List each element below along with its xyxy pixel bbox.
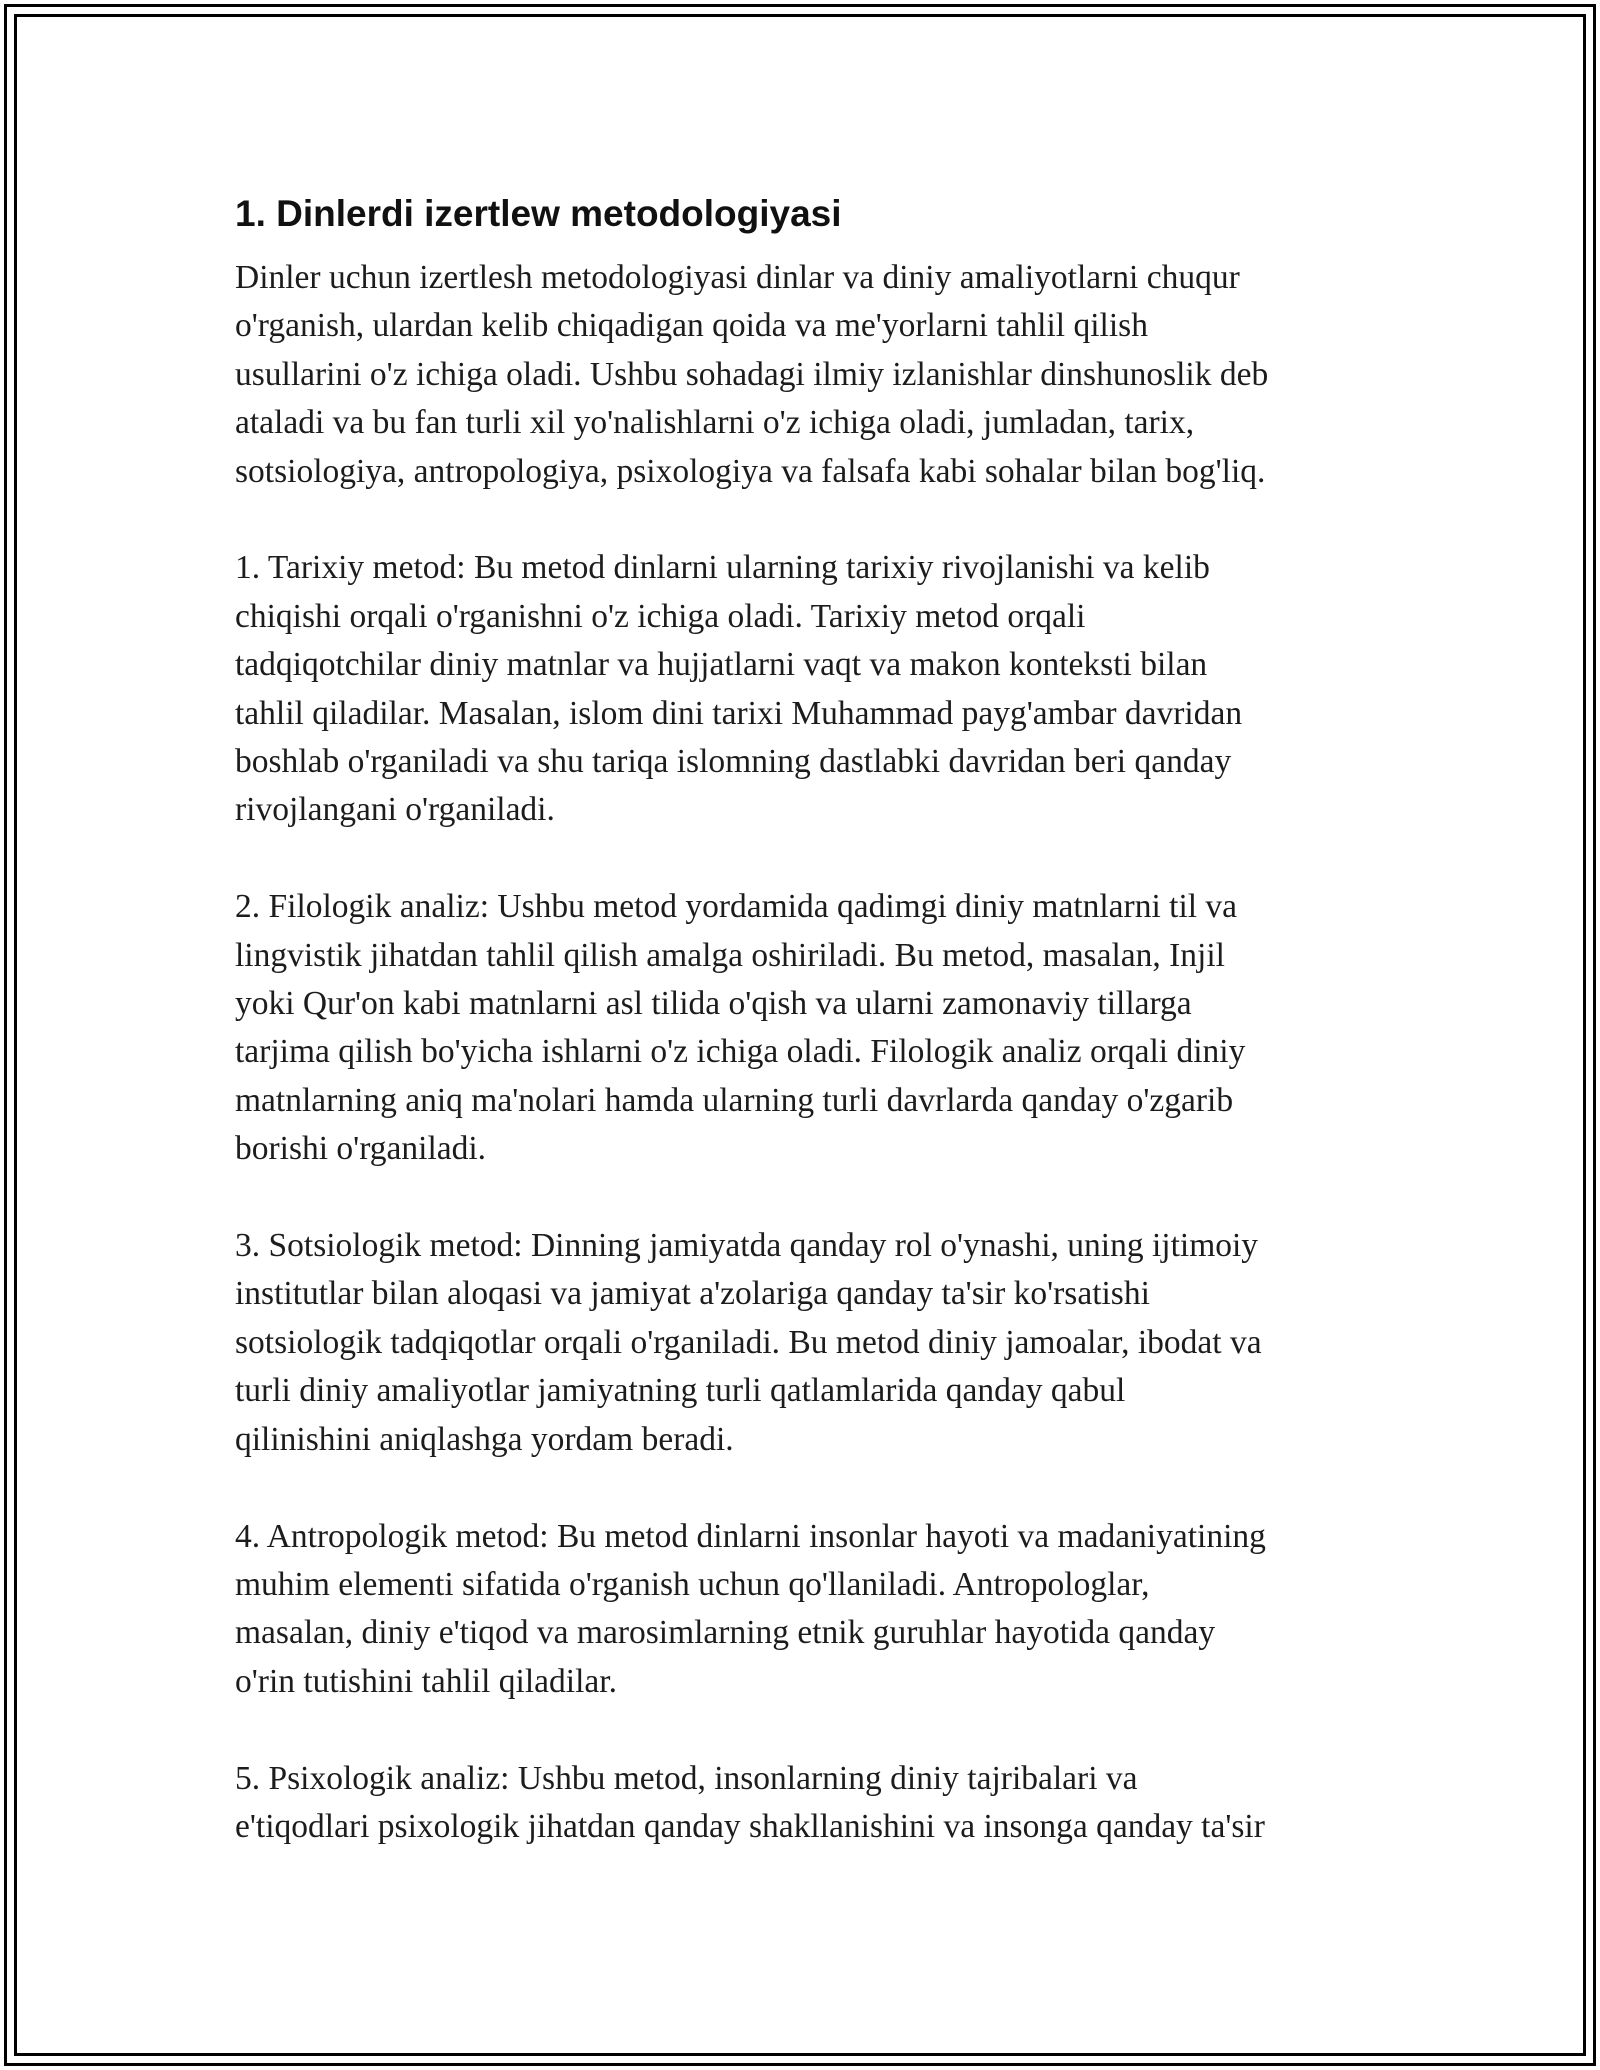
text-line: institutlar bilan aloqasi va jamiyat a'zolariga qanday ta'sir ko'rsatishi xyxy=(235,1275,1150,1313)
text-line: tarjima qilish bo'yicha ishlarni o'z ichiga oladi. Filologik analiz orqali diniy xyxy=(235,1033,1246,1071)
text-line: 4. Antropologik metod: Bu metod dinlarni insonlar hayoti va madaniyatining xyxy=(235,1517,1266,1555)
text-line: sotsiologiya, antropologiya, psixologiya va falsafa kabi sohalar bilan bog'liq. xyxy=(235,452,1266,490)
text-line: usullarini o'z ichiga oladi. Ushbu sohadagi ilmiy izlanishlar dinshunoslik deb xyxy=(235,355,1269,393)
text-line: tahlil qiladilar. Masalan, islom dini tarixi Muhammad payg'ambar davridan xyxy=(235,694,1243,732)
text-line: o'rganish, ulardan kelib chiqadigan qoida va me'yorlarni tahlil qilish xyxy=(235,307,1148,345)
text-line: lingvistik jihatdan tahlil qilish amalga oshiriladi. Bu metod, masalan, Injil xyxy=(235,936,1225,974)
text-line: yoki Qur'on kabi matnlarni asl tilida o'qish va ularni zamonaviy tillarga xyxy=(235,985,1192,1023)
text-line: chiqishi orqali o'rganishni o'z ichiga oladi. Tarixiy metod orqali xyxy=(235,597,1086,635)
text-line: 2. Filologik analiz: Ushbu metod yordamida qadimgi diniy matnlarni til va xyxy=(235,888,1238,926)
text-line: e'tiqodlari psixologik jihatdan qanday shakllanishini va insonga qanday ta'sir xyxy=(235,1807,1265,1845)
text-line: Dinler uchun izertlesh metodologiyasi dinlar va diniy amaliyotlarni chuqur xyxy=(235,259,1240,296)
text-line: muhim elementi sifatida o'rganish uchun qo'llaniladi. Antropologlar, xyxy=(235,1565,1150,1603)
text-line: rivojlangani o'rganiladi. xyxy=(235,791,555,829)
paragraph-historical-method xyxy=(235,544,1375,834)
text-line: borishi o'rganiladi. xyxy=(235,1130,487,1168)
paragraph-anthropological-method xyxy=(235,1513,1375,1707)
section-heading: 1. Dinlerdi izertlew metodologiyasi xyxy=(235,193,842,234)
text-line: o'rin tutishini tahlil qiladilar. xyxy=(235,1662,617,1700)
text-line: 3. Sotsiologik metod: Dinning jamiyatda qanday rol o'ynashi, uning ijtimoiy xyxy=(235,1227,1259,1265)
text-line: boshlab o'rganiladi va shu tariqa islomning dastlabki davridan beri qanday xyxy=(235,743,1232,781)
paragraph-psychological-analysis xyxy=(235,1755,1375,1852)
text-line: qilinishini aniqlashga yordam beradi. xyxy=(235,1420,734,1458)
text-line: 1. Tarixiy metod: Bu metod dinlarni ularning tarixiy rivojlanishi va kelib xyxy=(235,549,1210,587)
text-line: matnlarning aniq ma'nolari hamda ularning turli davrlarda qanday o'zgarib xyxy=(235,1081,1234,1119)
text-line: 5. Psixologik analiz: Ushbu metod, insonlarning diniy tajribalari va xyxy=(235,1759,1138,1797)
text-line: ataladi va bu fan turli xil yo'nalishlarni o'z ichiga oladi, jumladan, tarix, xyxy=(235,404,1195,442)
text-line: masalan, diniy e'tiqod va marosimlarning etnik guruhlar hayotida qanday xyxy=(235,1614,1216,1652)
paragraph-sociological-method xyxy=(235,1222,1375,1464)
document-body xyxy=(235,186,1375,1900)
paragraph-intro xyxy=(235,254,1375,496)
text-line: tadqiqotchilar diniy matnlar va hujjatlarni vaqt va makon konteksti bilan xyxy=(235,646,1208,684)
text-line: sotsiologik tadqiqotlar orqali o'rganiladi. Bu metod diniy jamoalar, ibodat va xyxy=(235,1323,1262,1361)
paragraph-philological-analysis xyxy=(235,883,1375,1173)
text-line: turli diniy amaliyotlar jamiyatning turli qatlamlarida qanday qabul xyxy=(235,1372,1126,1410)
